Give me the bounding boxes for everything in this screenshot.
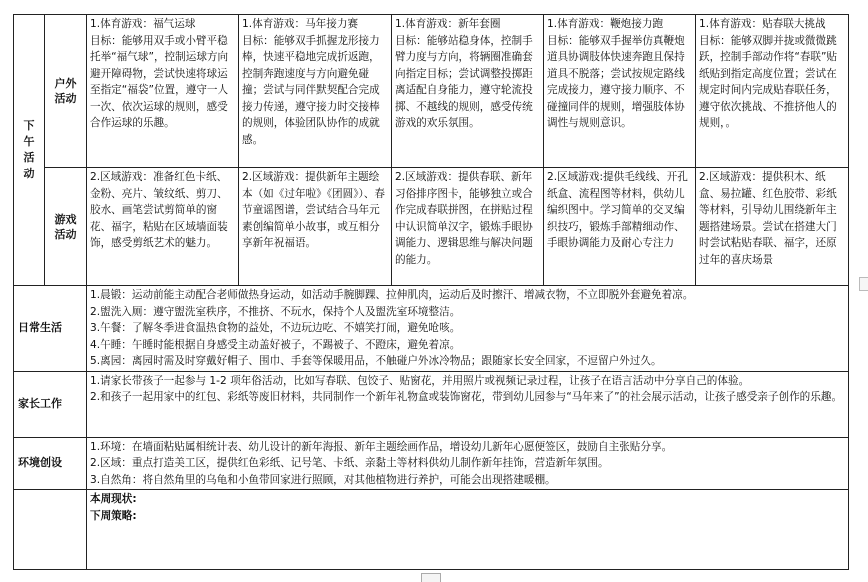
review-content: [87, 490, 849, 570]
daily-item: 2.盥洗入厕：遵守盥洗室秩序，不推挤、不玩水，保持个人及盥洗室环境整洁。: [90, 305, 461, 318]
row-game-label: 游戏活动: [45, 168, 87, 286]
env-content: [87, 437, 849, 490]
daily-label: 日常生活: [14, 286, 87, 372]
parent-label: 家长工作: [14, 371, 87, 437]
outdoor-thu-cell: 1.体育游戏：鞭炮接力跑 目标：能够双手握举仿真鞭炮道具协调肢体快速奔跑且保持道具不脱落；尝试按规定路线完成接力，遵守接力顺序、不碰撞同伴的规则，增强肢体协调性与规则意识。: [544, 15, 696, 168]
review-label-cell: [14, 490, 87, 570]
review-row: [14, 490, 849, 570]
env-row: [14, 437, 849, 490]
daily-item: 3.午餐：了解冬季进食温热食物的益处，不边玩边吃、不嬉笑打闹，避免呛咳。: [90, 322, 461, 334]
row-outdoor-label: 户外活动: [45, 15, 87, 168]
side-handle[interactable]: [859, 277, 868, 291]
outdoor-tue-cell: 1.体育游戏：马年接力赛 目标：能够双手抓握龙形接力棒，快速平稳地完成折返跑，控制奔跑速度与方向避免碰撞；尝试与同伴默契配合完成接力传递，遵守接力时交接棒的规则，体验团队协作的成就感。: [239, 15, 392, 168]
env-item: 2.区域：重点打造美工区，提供红色彩纸、记号笔、卡纸、亲黏土等材料供幼儿制作新年挂饰，营造新年氛围。: [90, 457, 609, 469]
env-label: 环境创设: [14, 437, 87, 490]
daily-item: 5.离园：离园时需及时穿戴好帽子、围巾、手套等保暖用品，不触碰户外冰冷物品；跟随家长安全回家，不逗留户外过久。: [90, 355, 662, 367]
section-afternoon-label: 下午活动: [14, 15, 45, 286]
outdoor-wed-cell: 1.体育游戏：新年套圈 目标：能够站稳身体，控制手臂力度与方向，将辆圈准确套向指定目标；尝试调整投掷距离适配自身能力，遵守轮流投掷、不越线的规则，感受传统游戏的欢乐氛围。: [392, 15, 544, 168]
env-item: 3.自然角：将自然角里的乌龟和小鱼带回家进行照顾，对其他植物进行养护，可能会出现搭建暖棚。: [90, 473, 556, 486]
parent-item: 2.和孩子一起用家中的红包、彩纸等废旧材料，共同制作一个新年礼物盒或装饰窗花，带到幼儿园参与“马年来了”的社会展示活动，让孩子感受亲子创作的乐趣。: [90, 391, 843, 403]
env-item: 1.环境：在墙面粘贴属相统计表、幼儿设计的新年海报、新年主题绘画作品，增设幼儿新年心愿便签区，鼓励自主张贴分享。: [90, 440, 673, 453]
game-row: [14, 168, 849, 286]
daily-content: [87, 286, 849, 372]
game-fri-cell: 2.区域游戏：提供积木、纸盒、易拉罐、红色胶带、彩纸等材料，引导幼儿围绕新年主题搭建场景。尝试在搭建大门时尝试粘贴春联、福字，还原过年的喜庆场景: [696, 168, 849, 286]
strategy-label: 下周策略:: [90, 509, 137, 522]
daily-row: [14, 286, 849, 372]
outdoor-fri-cell: 1.体育游戏：贴春联大挑战 目标：能够双脚并拢或微微跳跃，控制手部动作将“春联”贴纸贴到指定高度位置；尝试在规定时间内完成贴春联任务，遵守依次挑战、不推挤他人的规则，。: [696, 15, 849, 168]
status-label: 本周现状:: [90, 493, 137, 505]
outdoor-row: [14, 15, 849, 168]
game-wed-cell: 2.区域游戏：提供春联、新年习俗排序图卡，能够独立或合作完成春联拼图，在拼贴过程中认识简单汉字，锻炼手眼协调能力、逻辑思维与解决问题的能力。: [392, 168, 544, 286]
outdoor-mon-cell: 1.体育游戏：福气运球 目标：能够用双手或小臂平稳托举“福气球”，控制运球方向避开障碍物，尝试快速将球运至指定“福袋”位置，遵守一人一次、依次运球的规则，感受合作运球的乐趣。: [87, 15, 239, 168]
daily-item: 1.晨锻：运动前能主动配合老师做热身运动，如活动手腕脚踝、拉伸肌肉，运动后及时擦汗、增减衣物，不立即脱外套避免着凉。: [90, 289, 694, 301]
game-mon-cell: 2.区域游戏：准备红色卡纸、金粉、亮片、皱纹纸、剪刀、胶水、画笔尝试剪简单的窗花、福字，粘贴在区域墙面装饰，感受剪纸艺术的魅力。: [87, 168, 239, 286]
parent-content: [87, 371, 849, 437]
daily-item: 4.午睡：午睡时能根据自身感受主动盖好被子，不踢被子、不蹬床，避免着凉。: [90, 338, 461, 351]
game-tue-cell: 2.区域游戏：提供新年主题绘本（如《过年啦》《团圆》）、春节童谣图谱，尝试结合马年元素创编简单小故事，或互相分享新年祝福语。: [239, 168, 392, 286]
weekly-plan-table: [13, 14, 849, 570]
parent-row: [14, 371, 849, 437]
game-thu-cell: 2.区域游戏:提供毛线线、开孔纸盒、流程图等材料，供幼儿编织图中。学习简单的交叉编织技巧，锻炼手部精细动作、手眼协调能力及耐心专注力: [544, 168, 696, 286]
parent-item: 1.请家长带孩子一起参与 1-2 项年俗活动，比如写春联、包饺子、贴窗花，并用照片或视频记录过程，让孩子在语言活动中分享自己的体验。: [90, 374, 750, 387]
